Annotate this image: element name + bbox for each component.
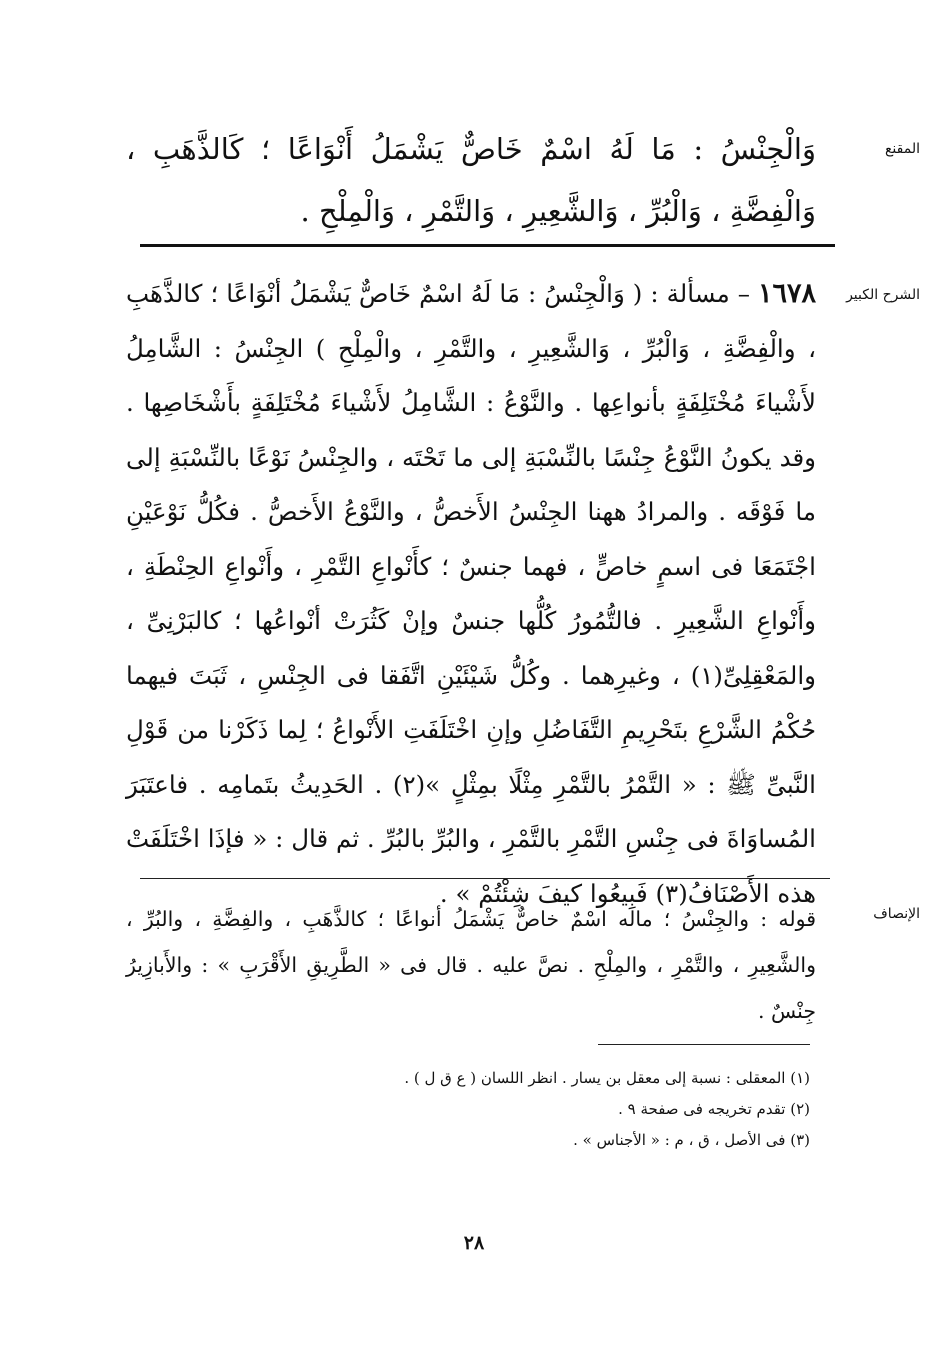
sharh-text <box>126 267 816 921</box>
footnote-1: (١) المعقلى : نسبة إلى معقل بن يسار . انظر اللسان ( ع ق ل ) . <box>404 1069 810 1087</box>
insaf-label: الإنصاف <box>873 906 920 922</box>
footnote-2: (٢) تقدم تخريجه فى صفحة ٩ . <box>618 1100 810 1118</box>
footnotes <box>250 1063 810 1156</box>
footnote-divider <box>598 1044 810 1045</box>
footnote-3: (٣) فى الأصل ، ق ، م : « الأجناس » . <box>573 1131 810 1149</box>
insaf-text: قوله : والجِنْسُ ؛ ماله اسْمٌ خاصٌّ يَشْمَلُ أنواعًا ؛ كالذَّهَبِ ، والفِضَّةِ ، والبُرِّ ، والشَّعِيرِ ، والتَّمْرِ ، والمِلْحِ . نصَّ عليه . قال فى « الطَّرِيقِ الأَقْرَبِ » : والأَبازِيرُ جِنْسٌ . <box>126 907 816 1023</box>
section-divider-thin <box>140 878 830 879</box>
section-divider-thick <box>140 244 835 247</box>
issue-number: ١٦٧٨ <box>757 278 816 309</box>
muqni-text: وَالْجِنْسُ : مَا لَهُ اسْمٌ خَاصٌّ يَشْمَلُ أَنْوَاعًا ؛ كَالذَّهَبِ ، وَالْفِضَّةِ ، وَالْبُرِّ ، وَالشَّعِيرِ ، وَالتَّمْرِ ، وَالْمِلْحِ . <box>126 132 816 228</box>
muqni-label: المقنع <box>884 141 920 157</box>
sharh-body: – مسألة : ( وَالْجِنْسُ : مَا لَهُ اسْمٌ خَاصٌّ يَشْمَلُ أنْوَاعًا ؛ كالذَّهَبِ ، والْفِضَّةِ ، وَالْبُرِّ ، وَالشَّعِيرِ ، والتَّمْرِ ، والْمِلْحِ ) الجِنْسُ : الشَّامِلُ لأَشْياءَ مُخْتَلِفَةٍ بأنواعِها . والنَّوْعُ : الشَّامِلُ لأَشْياءَ مُخْتَلِفَةٍ بأَشْخَاصِها . وقد يكونُ النَّوْعُ جِنْسًا بالنِّسْبَةِ إلى ما تَحْتَه ، والجِنْسُ نَوْعًا بالنِّسْبَةِ إلى ما فَوْقَه . والمرادُ ههنا الجِنْسُ الأَخصُّ ، والنَّوْعُ الأَخصُّ . فكُلُّ نَوْعَيْنِ اجْتَمَعَا فى اسمٍ خاصٍّ ، فهما جنسٌ ؛ كأَنْواعِ التَّمْرِ ، وأَنْواعِ الحِنْطَةِ ، وأَنْواعِ الشَّعِيرِ . فالتُّمُورُ كُلُّها جنسٌ وإنْ كَثُرَتْ أنْواعُها ؛ كالبَرْنِىِّ ، والمَعْقِلِىِّ(١) ، وغيرِهما . وكُلُّ شَيْئَيْنِ اتَّفَقا فى الجِنْسِ ، ثَبَتَ فيهما حُكْمُ الشَّرْعِ بتَحْرِيمِ التَّفَاضُلِ وإنِ اخْتَلَفَتِ الأَنْواعُ ؛ لِما ذَكَرْنا من قَوْلِ النَّبىِّ ﷺ : « التَّمْرُ بالتَّمْرِ مِثْلًا بمِثْلٍ »(٢) . الحَدِيثُ بتَمامِه . فاعتَبَرَ المُساوَاةَ فى جِنْسِ التَّمْرِ بالتَّمْرِ ، والبُرِّ بالبُرِّ . ثم قال : « فإذَا اخْتَلَفَتْ هذه الأَصْنَافُ(٣) فَبِيعُوا كيفَ شِئْتُمْ » . <box>126 279 816 908</box>
page-number: ٢٨ <box>463 1232 485 1254</box>
sharh-label: الشرح الكبير <box>846 287 920 303</box>
